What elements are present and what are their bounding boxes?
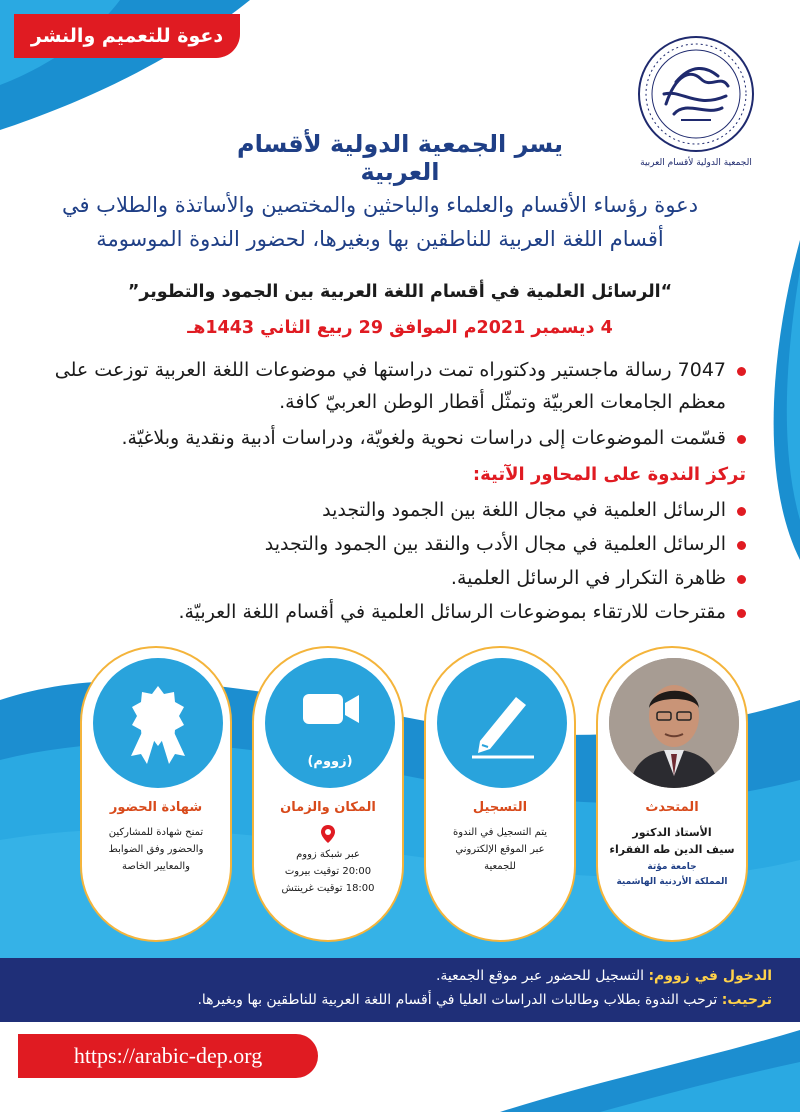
- pen-icon: [462, 683, 542, 763]
- bullet-dot-icon: [737, 435, 746, 444]
- venue-time-beirut: 20:00 توقيت بيروت: [284, 866, 372, 877]
- welcome-text: ترحب الندوة بطلاب وطالبات الدراسات العليا في أقسام اللغة العربية للناطقين بها وبغيرها.: [197, 992, 722, 1008]
- list-item: [50, 494, 750, 526]
- info-band: [0, 958, 800, 1022]
- zoom-entry-line: [28, 964, 772, 988]
- certificate-line: والمعايير الخاصة: [122, 861, 190, 872]
- registration-details: [434, 824, 566, 875]
- list-item: [50, 354, 750, 418]
- zoom-camera-icon: [265, 658, 395, 748]
- certificate-card: [80, 646, 232, 942]
- certificate-line: تمنح شهادة للمشاركين: [108, 827, 204, 838]
- speaker-label: المتحدث: [645, 800, 699, 815]
- speaker-details: [606, 824, 738, 890]
- bullet-dot-icon: [737, 609, 746, 618]
- speaker-title: الأستاذ الدكتور: [632, 826, 712, 839]
- symposium-date: 4 ديسمبر 2021م الموافق 29 ربيع الثاني 1443هـ: [187, 318, 613, 338]
- location-pin-icon: [320, 824, 336, 844]
- zoom-entry-key: الدخول في زووم:: [648, 968, 772, 984]
- zoom-entry-text: التسجيل للحضور عبر موقع الجمعية.: [435, 968, 649, 984]
- axes-heading: تركز الندوة على المحاور الآتية:: [472, 464, 746, 485]
- content-list: [50, 354, 750, 630]
- invitation-text: دعوة رؤساء الأقسام والعلماء والباحثين والمختصين والأساتذة والطلاب في أقسام اللغة العربية للناطقين بها وبغيرها، لحضور الندوة الموسومة: [61, 193, 699, 251]
- welcome-line: [28, 988, 772, 1012]
- venue-card: [252, 646, 404, 942]
- certificate-label: شهادة الحضور: [109, 800, 203, 815]
- seal-caption: الجمعية الدولية لأقسام العربية: [640, 158, 752, 168]
- zoom-label: (زووم): [307, 754, 353, 769]
- welcome-key: ترحيب:: [721, 992, 772, 1008]
- promo-badge: دعوة للتعميم والنشر: [14, 14, 240, 58]
- registration-label: التسجيل: [472, 800, 528, 815]
- venue-circle: [265, 658, 395, 788]
- list-item: [50, 422, 750, 454]
- association-seal-icon: [636, 34, 756, 154]
- registration-card: [424, 646, 576, 942]
- bullet-dot-icon: [737, 575, 746, 584]
- registration-line: عبر الموقع الإلكتروني: [455, 844, 545, 855]
- list-item-text: ظاهرة التكرار في الرسائل العلمية.: [450, 567, 726, 589]
- list-item-text: مقترحات للارتقاء بموضوعات الرسائل العلمية في أقسام اللغة العربيّة.: [178, 601, 726, 623]
- list-item: [50, 596, 750, 628]
- certificate-details: [90, 824, 222, 875]
- page-title: يسر الجمعية الدولية لأقسام العربية: [237, 130, 563, 186]
- bullet-dot-icon: [737, 541, 746, 550]
- speaker-portrait-icon: [609, 658, 739, 788]
- list-item-text: الرسائل العلمية في مجال اللغة بين الجمود والتجديد: [322, 499, 726, 521]
- symposium-title: “الرسائل العلمية في أقسام اللغة العربية بين الجمود والتطوير”: [127, 282, 673, 302]
- website-link[interactable]: https://arabic-dep.org: [18, 1034, 318, 1078]
- speaker-country: المملكة الأردنية الهاشمية: [616, 877, 728, 887]
- list-item: [50, 562, 750, 594]
- speaker-university: جامعة مؤتة: [647, 862, 697, 872]
- venue-time-gmt: 18:00 توقيت غرينتش: [281, 883, 375, 894]
- bullet-dot-icon: [737, 507, 746, 516]
- registration-circle: [437, 658, 567, 788]
- speaker-card: [596, 646, 748, 942]
- venue-line: عبر شبكة زووم: [296, 849, 360, 860]
- venue-details: [262, 824, 394, 897]
- award-ribbon-icon: [113, 678, 203, 768]
- list-item-text: الرسائل العلمية في مجال الأدب والنقد بين الجمود والتجديد: [264, 533, 726, 555]
- venue-label: المكان والزمان: [280, 800, 376, 815]
- certificate-line: والحضور وفق الضوابط: [108, 844, 204, 855]
- list-item-text: قسّمت الموضوعات إلى دراسات نحوية ولغويّة، ودراسات أدبية ونقدية وبلاغيّة.: [121, 427, 726, 449]
- list-item-text: 7047 رسالة ماجستير ودكتوراه تمت دراستها في موضوعات اللغة العربية توزعت على معظم الجامعات العربيّة وتمثّل أقطار الوطن العربيّ كافة.: [54, 359, 726, 413]
- speaker-photo: [609, 658, 739, 788]
- registration-line: للجمعية: [484, 861, 516, 872]
- list-item: [50, 528, 750, 560]
- speaker-name: سيف الدين طه الفقراء: [609, 843, 735, 856]
- bullet-dot-icon: [737, 367, 746, 376]
- certificate-circle: [93, 658, 223, 788]
- registration-line: يتم التسجيل في الندوة: [452, 827, 548, 838]
